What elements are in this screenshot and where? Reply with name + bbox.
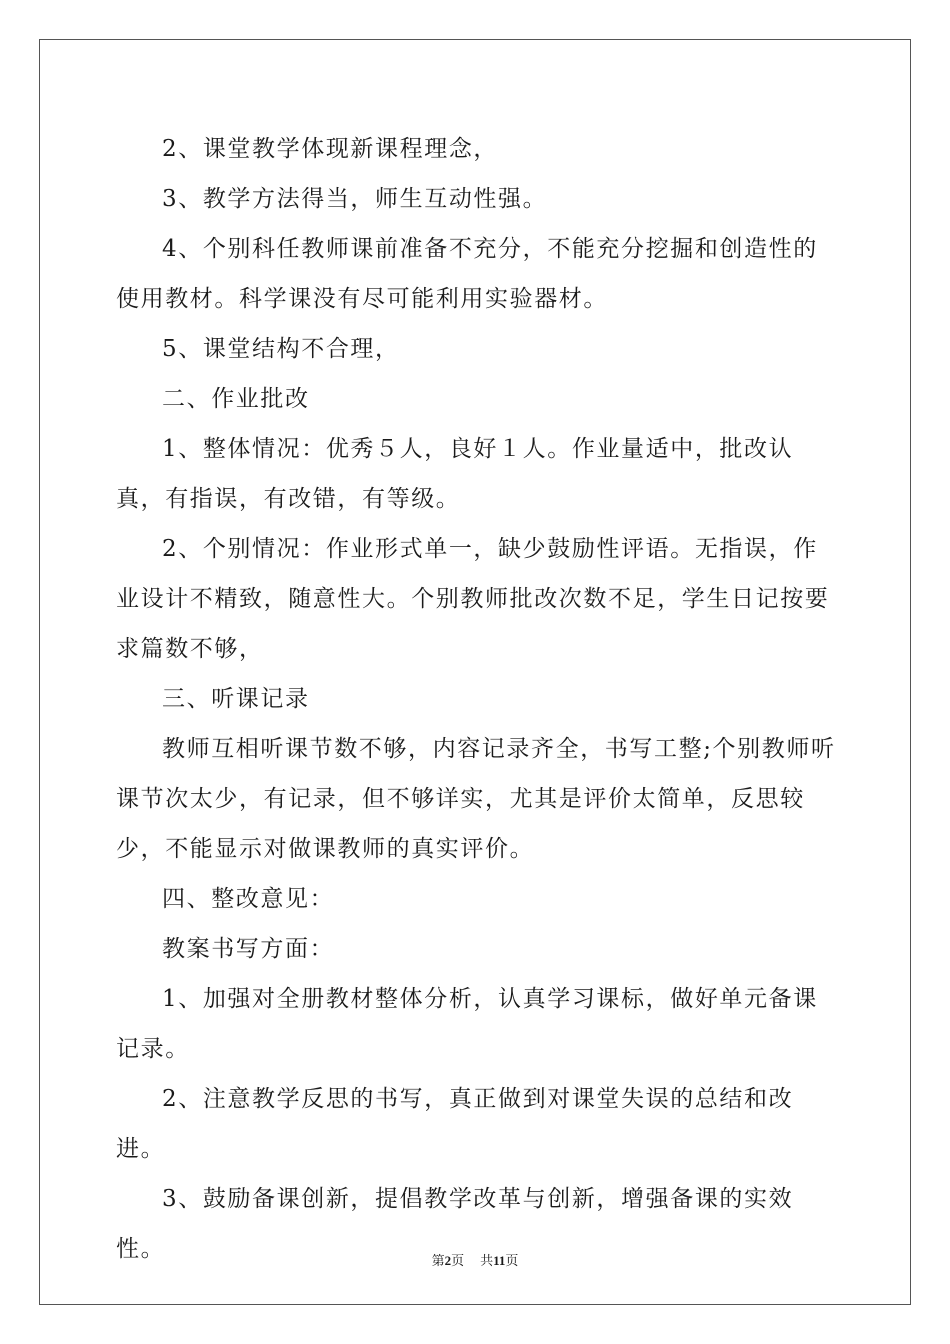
paragraph: 2、课堂教学体现新课程理念，: [162, 136, 499, 162]
subsection-heading: 教案书写方面：: [162, 936, 335, 962]
total-suffix: 页: [505, 1253, 519, 1268]
total-pages: 11: [493, 1253, 506, 1268]
document-body: [116, 124, 836, 1274]
paragraph: 2、注意教学反思的书写，真正做到对课堂失误的总结和改进。: [116, 1086, 794, 1162]
paragraph: 3、鼓励备课创新，提倡教学改革与创新，增强备课的实效性。: [116, 1186, 794, 1262]
page-suffix: 页: [451, 1253, 465, 1268]
total-prefix: 共: [480, 1253, 494, 1268]
page-number: 2: [444, 1253, 452, 1268]
paragraph: 教师互相听课节数不够，内容记录齐全，书写工整;个别教师听课节次太少，有记录，但不够详实，尤其是评价太简单，反思较少，不能显示对做课教师的真实评价。: [116, 736, 836, 862]
section-heading: 二、作业批改: [162, 386, 310, 412]
paragraph: 4、个别科任教师课前准备不充分，不能充分挖掘和创造性的使用教材。科学课没有尽可能利用实验器材。: [116, 236, 818, 312]
paragraph: 3、教学方法得当，师生互动性强。: [162, 186, 548, 212]
section-heading: 三、听课记录: [162, 686, 310, 712]
paragraph: 1、整体情况：优秀５人，良好１人。作业量适中，批改认真，有指误，有改错，有等级。: [116, 436, 794, 512]
section-heading: 四、整改意见：: [162, 886, 335, 912]
paragraph: 1、加强对全册教材整体分析，认真学习课标，做好单元备课记录。: [116, 986, 818, 1062]
page-prefix: 第: [431, 1253, 445, 1268]
paragraph: 2、个别情况：作业形式单一，缺少鼓励性评语。无指误，作业设计不精致，随意性大。个别教师批改次数不足，学生日记按要求篇数不够，: [116, 536, 830, 662]
page-footer: [0, 1250, 950, 1269]
paragraph: 5、课堂结构不合理，: [162, 336, 400, 362]
